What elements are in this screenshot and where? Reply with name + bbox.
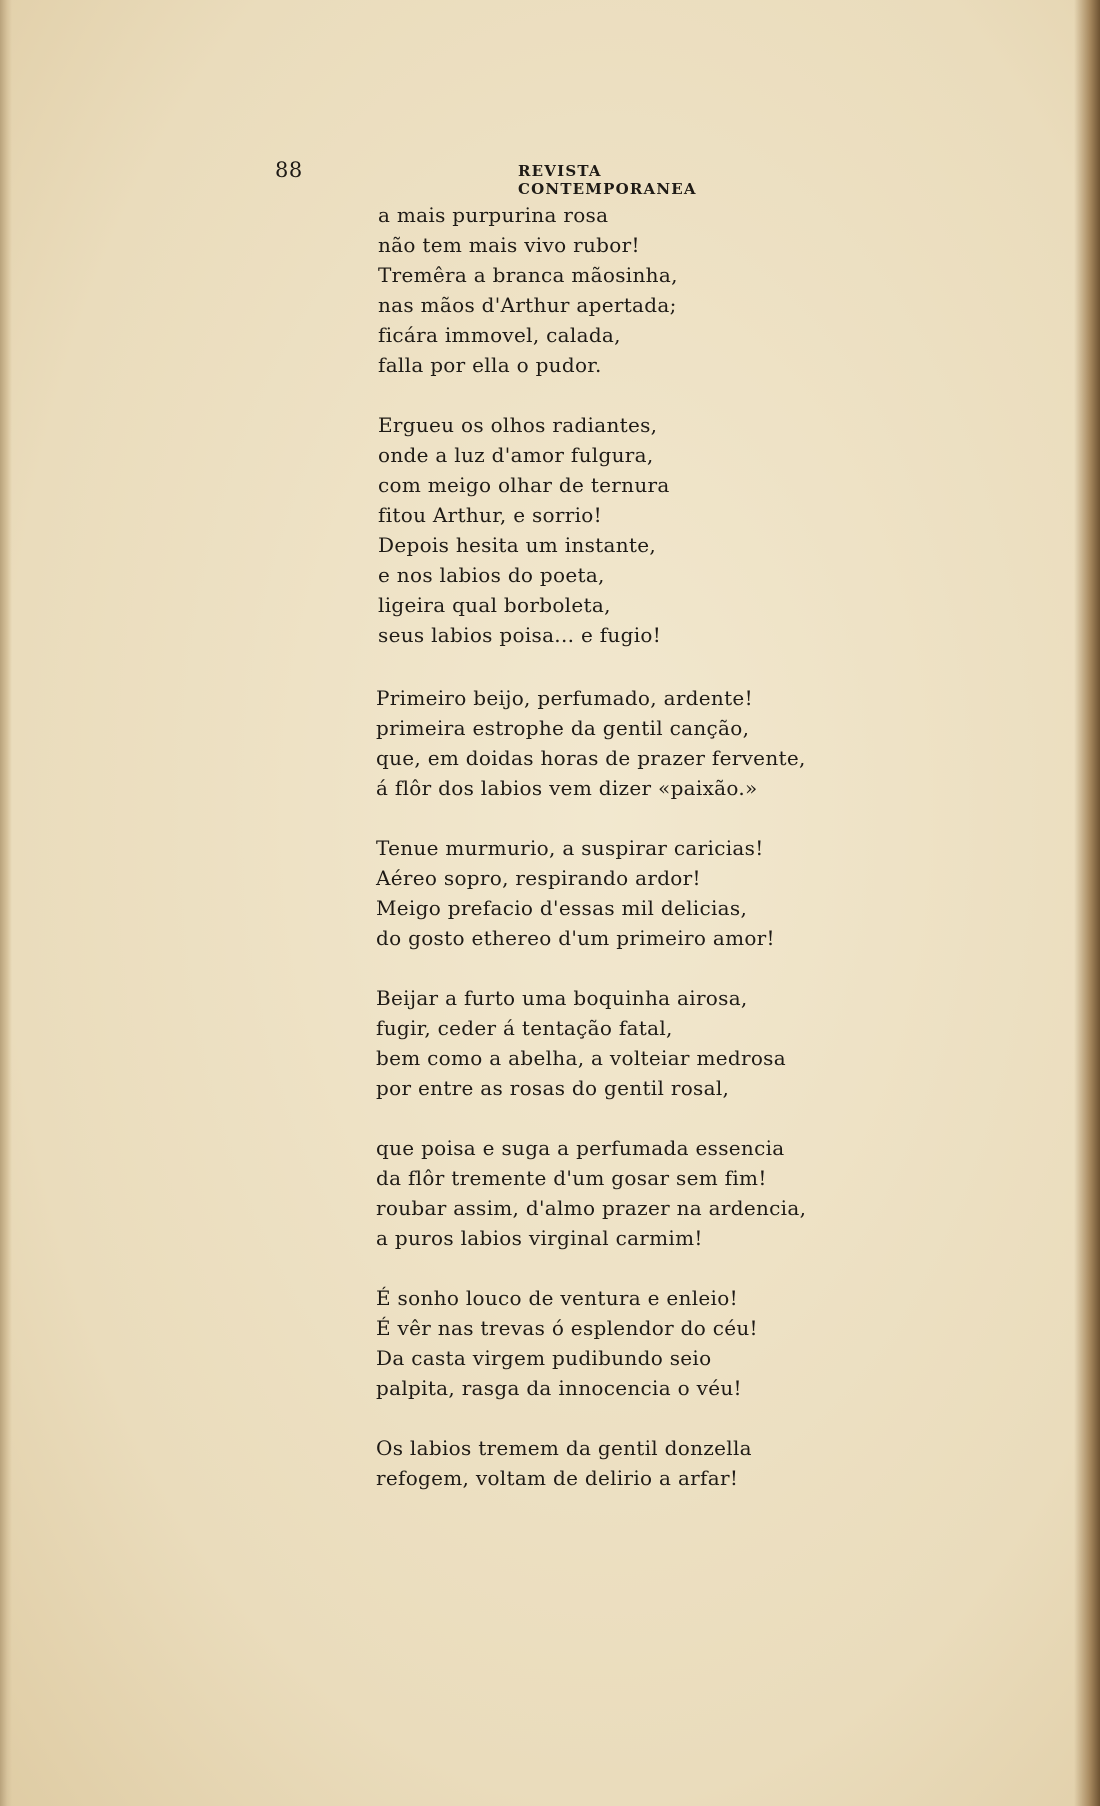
verse-line: fugir, ceder á tentação fatal, [376, 1016, 673, 1040]
stanza [376, 1133, 936, 1253]
verse-line: com meigo olhar de ternura [378, 473, 670, 497]
verse-line: primeira estrophe da gentil canção, [376, 716, 750, 740]
verse-line: refogem, voltam de delirio a arfar! [376, 1466, 739, 1490]
verse-line: nas mãos d'Arthur apertada; [378, 293, 677, 317]
stanza [376, 983, 936, 1103]
verse-line: seus labios poisa... e fugio! [378, 623, 662, 647]
verse-line: Beijar a furto uma boquinha airosa, [376, 986, 748, 1010]
page-right-edge [1074, 0, 1100, 1806]
page-number: 88 [275, 158, 303, 182]
verse-line: Primeiro beijo, perfumado, ardente! [376, 686, 753, 710]
verse-line: não tem mais vivo rubor! [378, 233, 640, 257]
verse-line: por entre as rosas do gentil rosal, [376, 1076, 730, 1100]
page-header [275, 158, 765, 198]
running-title: REVISTA CONTEMPORANEA [518, 162, 697, 198]
verse-line: falla por ella o pudor. [378, 353, 602, 377]
stanza [376, 683, 936, 803]
verse-line: bem como a abelha, a volteiar medrosa [376, 1046, 786, 1070]
verse-line: Os labios tremem da gentil donzella [376, 1436, 752, 1460]
verse-line: que poisa e suga a perfumada essencia [376, 1136, 785, 1160]
verse-line: É sonho louco de ventura e enleio! [376, 1286, 738, 1310]
verse-line: a mais purpurina rosa [378, 203, 609, 227]
verse-line: Tremêra a branca mãosinha, [378, 263, 678, 287]
verse-line: do gosto ethereo d'um primeiro amor! [376, 926, 775, 950]
poem-part-2 [376, 683, 936, 1523]
verse-line: e nos labios do poeta, [378, 563, 605, 587]
verse-line: palpita, rasga da innocencia o véu! [376, 1376, 742, 1400]
verse-line: da flôr tremente d'um gosar sem fim! [376, 1166, 767, 1190]
verse-line: Depois hesita um instante, [378, 533, 657, 557]
stanza [376, 1283, 936, 1403]
verse-line: á flôr dos labios vem dizer «paixão.» [376, 776, 758, 800]
verse-line: que, em doidas horas de prazer fervente, [376, 746, 806, 770]
verse-line: roubar assim, d'almo prazer na ardencia, [376, 1196, 807, 1220]
verse-line: ligeira qual borboleta, [378, 593, 611, 617]
poem-part-1 [378, 200, 938, 680]
verse-line: fitou Arthur, e sorrio! [378, 503, 602, 527]
verse-line: Meigo prefacio d'essas mil delicias, [376, 896, 748, 920]
verse-line: Aéreo sopro, respirando ardor! [376, 866, 701, 890]
page-left-edge [0, 0, 12, 1806]
verse-line: a puros labios virginal carmim! [376, 1226, 703, 1250]
stanza [376, 833, 936, 953]
stanza [376, 1433, 936, 1493]
verse-line: ficára immovel, calada, [378, 323, 621, 347]
stanza [378, 410, 938, 650]
verse-line: Tenue murmurio, a suspirar caricias! [376, 836, 764, 860]
verse-line: Da casta virgem pudibundo seio [376, 1346, 712, 1370]
verse-line: onde a luz d'amor fulgura, [378, 443, 654, 467]
verse-line: Ergueu os olhos radiantes, [378, 413, 658, 437]
stanza [378, 200, 938, 380]
verse-line: É vêr nas trevas ó esplendor do céu! [376, 1316, 758, 1340]
